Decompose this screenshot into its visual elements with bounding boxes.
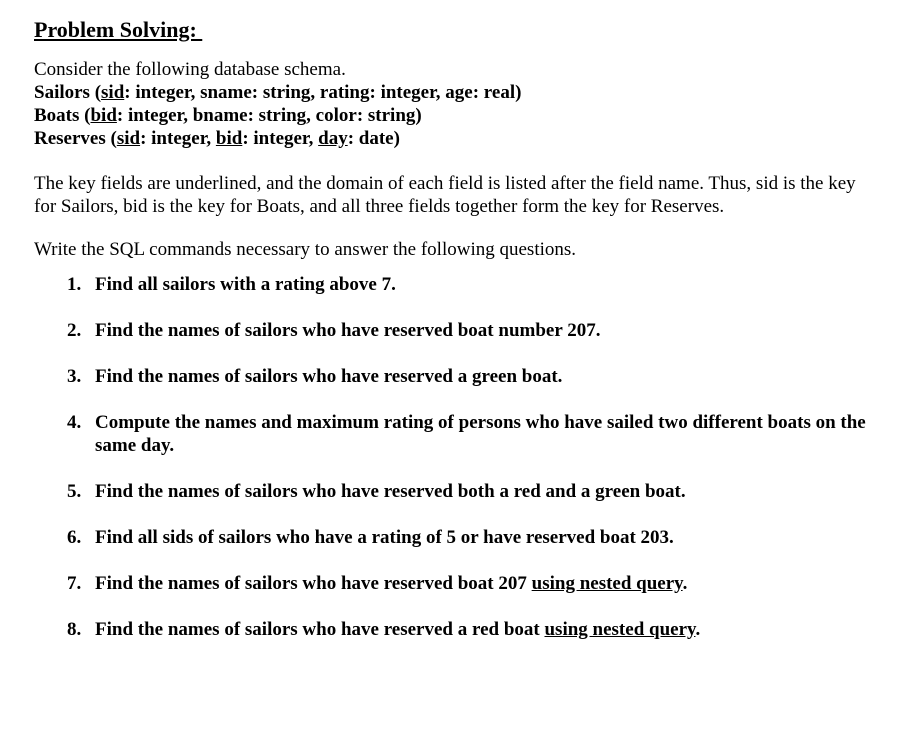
question-item	[67, 480, 874, 503]
question-text: Compute the names and maximum rating of persons who have sailed two different boats on the same day.	[95, 412, 866, 456]
question-text: Find all sailors with a rating above 7.	[95, 274, 396, 295]
question-emphasis: using nested query	[544, 619, 696, 640]
document-page	[34, 16, 874, 664]
schema-sailors-fields: : integer, sname: string, rating: integer, age: real)	[124, 82, 522, 103]
question-text: Find the names of sailors who have reserved a green boat.	[95, 366, 563, 387]
intro-text: Consider the following database schema.	[34, 59, 346, 80]
question-text: Find the names of sailors who have reserved boat number 207.	[95, 320, 601, 341]
question-number: 7.	[67, 573, 82, 594]
schema-boats-name: Boats	[34, 105, 80, 126]
question-item	[67, 273, 874, 296]
schema-sailors-name: Sailors	[34, 82, 90, 103]
question-text: Find the names of sailors who have reserved both a red and a green boat.	[95, 481, 686, 502]
schema-reserves-fields-2: : integer,	[242, 128, 319, 149]
question-item	[67, 526, 874, 549]
question-number: 8.	[67, 619, 82, 640]
schema-boats: Boats (bid: integer, bname: string, color: string)	[34, 105, 422, 126]
question-item	[67, 618, 874, 641]
question-text	[95, 618, 874, 641]
question-text-end: .	[695, 619, 701, 640]
question-text-main: Find the names of sailors who have reserved boat 207	[95, 573, 532, 594]
key-explanation: The key fields are underlined, and the domain of each field is listed after the field name. Thus, sid is the key for Sailors, bid is the key for Boats, and all three fields together form the key for Reserves.	[34, 173, 856, 217]
question-item	[67, 319, 874, 342]
schema-reserves-key-day: day	[318, 128, 348, 149]
schema-reserves-key-sid: sid	[116, 128, 141, 149]
schema-sailors-key: sid	[101, 82, 125, 103]
question-number: 4.	[67, 412, 82, 433]
question-number: 5.	[67, 481, 82, 502]
instruction-text: Write the SQL commands necessary to answer the following questions.	[34, 239, 577, 260]
question-item	[67, 572, 874, 595]
question-text	[95, 572, 874, 595]
schema-boats-fields: : integer, bname: string, color: string)	[116, 105, 422, 126]
question-text-end: .	[682, 573, 688, 594]
schema-reserves-fields-3: : date)	[347, 128, 400, 149]
question-number: 1.	[67, 274, 82, 295]
schema-reserves-name: Reserves	[34, 128, 106, 149]
schema-boats-key: bid	[90, 105, 117, 126]
schema-reserves: Reserves (sid: integer, bid: integer, day: date)	[34, 128, 400, 149]
question-item	[67, 365, 874, 388]
schema-reserves-key-bid: bid	[215, 128, 243, 149]
question-item	[67, 411, 874, 457]
question-text: Find all sids of sailors who have a rating of 5 or have reserved boat 203.	[95, 527, 674, 548]
section-title: Problem Solving:	[34, 17, 203, 42]
question-number: 3.	[67, 366, 82, 387]
question-number: 2.	[67, 320, 82, 341]
schema-sailors: Sailors (sid: integer, sname: string, rating: integer, age: real)	[34, 82, 522, 103]
question-list	[34, 273, 874, 641]
question-text-main: Find the names of sailors who have reserved a red boat	[95, 619, 545, 640]
question-emphasis: using nested query	[531, 573, 683, 594]
schema-reserves-fields-1: : integer,	[140, 128, 216, 149]
question-number: 6.	[67, 527, 82, 548]
